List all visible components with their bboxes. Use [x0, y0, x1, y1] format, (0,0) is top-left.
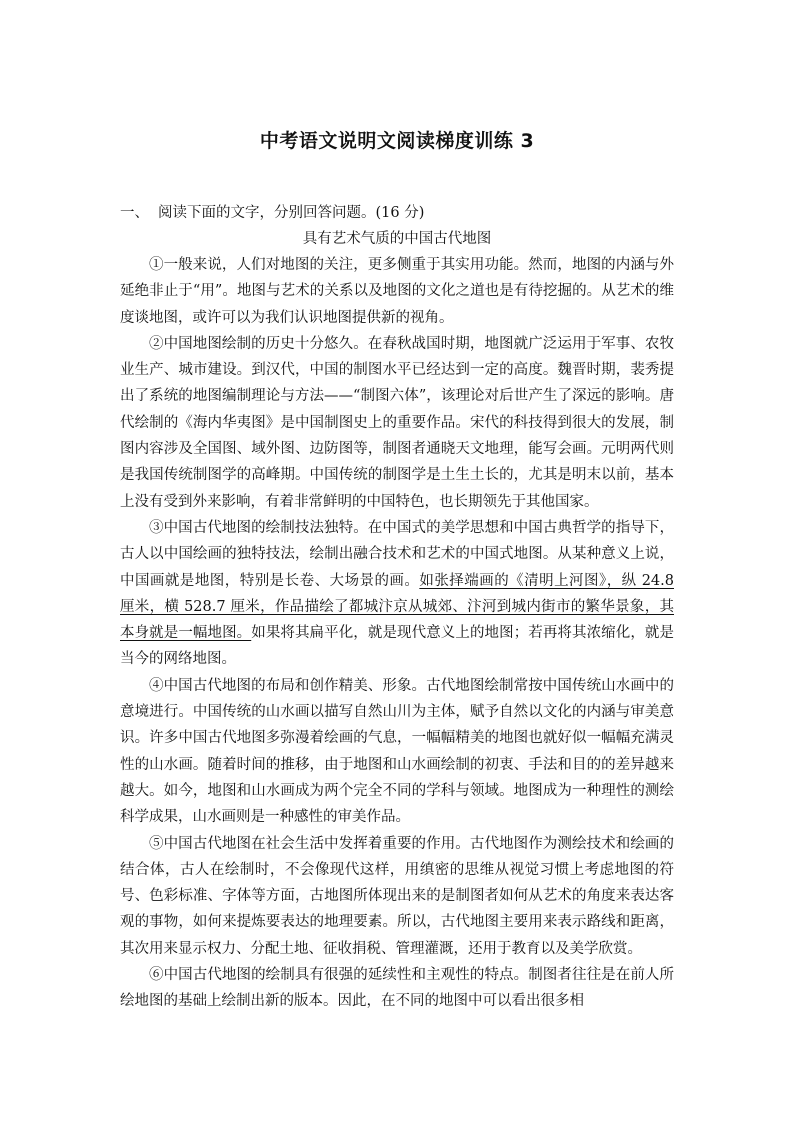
article-body: [120, 252, 674, 1015]
paragraph-6: ⑥中国古代地图的绘制具有很强的延续性和主观性的特点。制图者往往是在前人所绘地图的基础上绘制出新的版本。因此，在不同的地图中可以看出很多相: [120, 967, 674, 1010]
question-number: 一、: [120, 205, 149, 221]
paragraph-3-tail: 如果将其扁平化，就是现代意义上的地图；若再将其浓缩化，就是当今的网络地图。: [120, 625, 675, 668]
paragraph-3-lead: ③中国古代地图的绘制技法独特。在中国式的美学思想和中国古典哲学的指导下，古人以中国绘画的独特技法，绘制出融合技术和艺术的中国式地图。从某种意义上说，中国画就是地图，特别是长卷、大场景的画。: [120, 519, 674, 589]
article-title: 具有艺术气质的中国古代地图: [302, 231, 492, 247]
paragraph-4: ④中国古代地图的布局和创作精美、形象。古代地图绘制常按中国传统山水画中的意境进行。中国传统的山水画以描写自然山川为主体，赋予自然以文化的内涵与审美意识。许多中国古代地图多弥漫着绘画的气息，一幅幅精美的地图也就好似一幅幅充满灵性的山水画。随着时间的推移，由于地图和山水画绘制的初衷、手法和目的的差异越来越大。如今，地图和山水画成为两个完全不同的学科与领域。地图成为一种理性的测绘科学成果，山水画则是一种感性的审美作品。: [120, 677, 674, 826]
paragraph-3: [120, 515, 674, 673]
document-title: 中考语文说明文阅读梯度训练 3: [259, 130, 535, 152]
paragraph-1: ①一般来说，人们对地图的关注，更多侧重于其实用功能。然而，地图的内涵与外延绝非止于“用”。地图与艺术的关系以及地图的文化之道也是有待挖掘的。从艺术的维度谈地图，或许可以为我们认识地图提供新的视角。: [120, 257, 674, 326]
underlined-sentence: 如张择端画的《清明上河图》，纵 24.8 厘米，横 528.7 厘米，作品描绘了都城汴京从城郊、汴河到城内街市的繁华景象，其本身就是一幅地图。: [120, 572, 674, 642]
question-heading: [120, 201, 424, 222]
question-instruction: 阅读下面的文字，分别回答问题。(16 分): [158, 205, 425, 221]
paragraph-2: ②中国地图绘制的历史十分悠久。在春秋战国时期，地图就广泛运用于军事、农牧业生产、城市建设。到汉代，中国的制图水平已经达到一定的高度。魏晋时期，裴秀提出了系统的地图编制理论与方法——“制图六体”，该理论对后世产生了深远的影响。唐代绘制的《海内华夷图》是中国制图史上的重要作品。宋代的科技得到很大的发展，制图内容涉及全国图、域外图、边防图等，制图者通晓天文地理，能写会画。元明两代则是我国传统制图学的高峰期。中国传统的制图学是土生土长的，尤其是明末以前，基本上没有受到外来影响，有着非常鲜明的中国特色，也长期领先于其他国家。: [120, 335, 674, 510]
paragraph-5: ⑤中国古代地图在社会生活中发挥着重要的作用。古代地图作为测绘技术和绘画的结合体，古人在绘制时，不会像现代这样，用缜密的思维从视觉习惯上考虑地图的符号、色彩标准、字体等方面，古地图所体现出来的是制图者如何从艺术的角度来表达客观的事物，如何来提炼要表达的地理要素。所以，古代地图主要用来表示路线和距离，其次用来显示权力、分配土地、征收捐税、管理灌溉，还用于教育以及美学欣赏。: [120, 835, 674, 957]
